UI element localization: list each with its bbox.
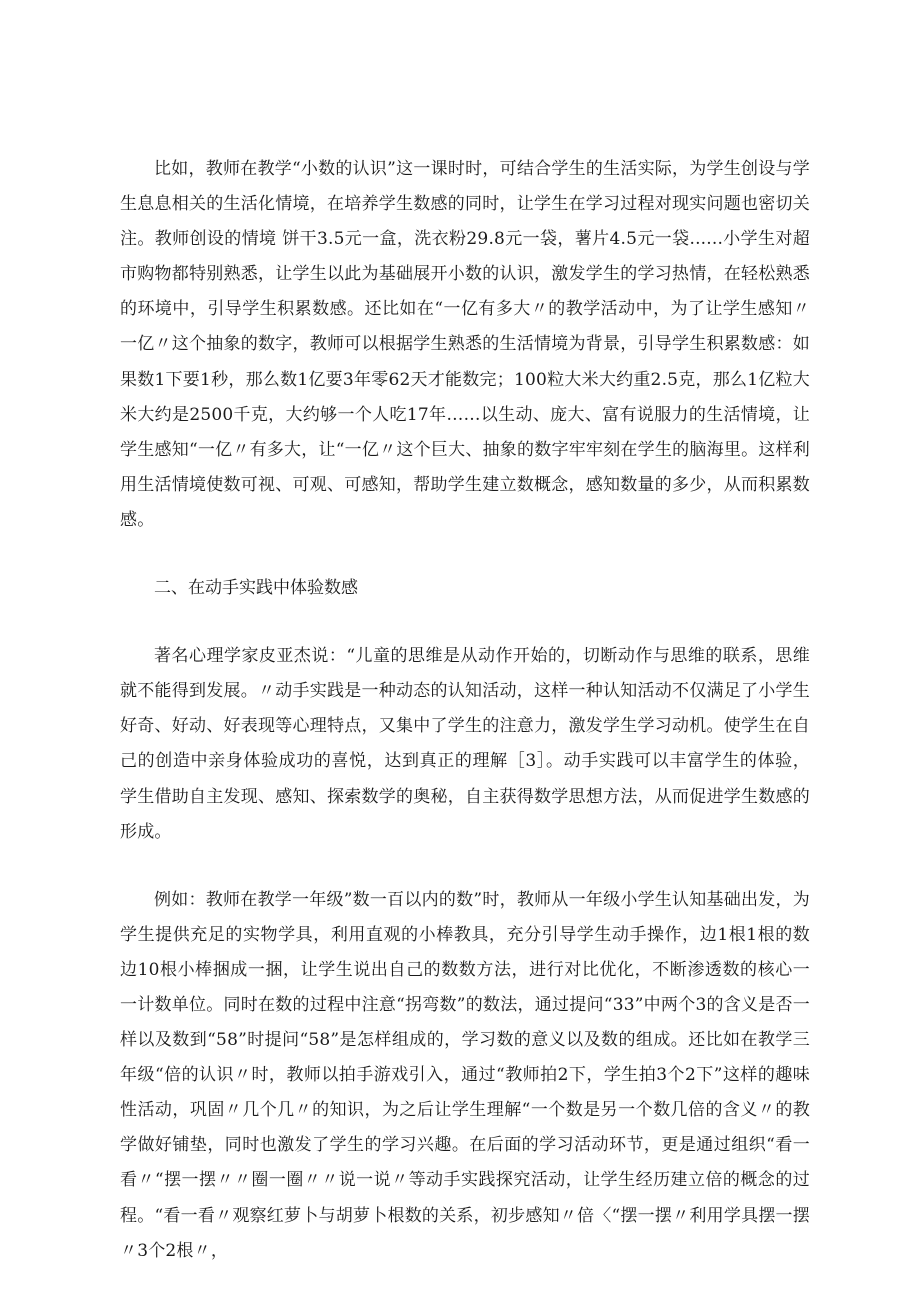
paragraph-decimals-and-hundred-million: 比如，教师在教学“小数的认识”这一课时时，可结合学生的生活实际，为学生创设与学生息息相关的生活化情境，在培养学生数感的同时，让学生在学习过程对现实问题也密切关注。教师创设的情境 饼干3.5元一盒，洗衣粉29.8元一袋，薯片4.5元一袋......小学生对超市购物都特别熟悉，让学生以此为基础展开小数的认识，激发学生的学习热情，在轻松熟悉的环境中，引导学生积累数感。还比如在“一亿有多大〃的教学活动中，为了让学生感知〃一亿〃这个抽象的数字，教师可以根据学生熟悉的生活情境为背景，引导学生积累数感：如果数1下要1秒，那么数1亿要3年零62天才能数完；100粒大米大约重2.5克，那么1亿粒大米大约是2500千克，大约够一个人吃17年……以生动、庞大、富有说服力的生活情境，让学生感知“一亿〃有多大，让“一亿〃这个巨大、抽象的数字牢牢刻在学生的脑海里。这样利用生活情境使数可视、可观、可感知，帮助学生建立数概念，感知数量的多少，从而积累数感。: [120, 159, 810, 530]
section-heading-hands-on-practice: 二、在动手实践中体验数感: [154, 578, 358, 599]
paragraph-counting-examples: 例如：教师在教学一年级”数一百以内的数”时，教师从一年级小学生认知基础出发，为学生提供充足的实物学具，利用直观的小棒教具，充分引导学生动手操作，边1根1根的数边10根小棒捆成一捆，让学生说出自己的数数方法，进行对比优化，不断渗透数的核心一一计数单位。同时在数的过程中注意“拐弯数”的数法，通过提问“33”中两个3的含义是否一样以及数到“58”时提问“58”是怎样组成的，学习数的意义以及数的组成。还比如在教学三年级“倍的认识〃时，教师以拍手游戏引入，通过“教师拍2下，学生拍3个2下”这样的趣味性活动，巩固〃几个几〃的知识，为之后让学生理解“一个数是另一个数几倍的含义〃的教学做好铺垫，同时也激发了学生的学习兴趣。在后面的学习活动环节，更是通过组织“看一看〃“摆一摆〃〃圈一圈〃〃说一说〃等动手实践探究活动，让学生经历建立倍的概念的过程。“看一看〃观察红萝卜与胡萝卜根数的关系，初步感知〃倍〈“摆一摆〃利用学具摆一摆〃3个2根〃，: [120, 889, 810, 1261]
document-body: [120, 152, 810, 1269]
paragraph-spacer: [120, 606, 810, 639]
paragraph-spacer: [120, 538, 810, 571]
paragraph-piaget-quote: 著名心理学家皮亚杰说：“儿童的思维是从动作开始的，切断动作与思维的联系，思维就不能得到发展。〃动手实践是一种动态的认知活动，这样一种认知活动不仅满足了小学生好奇、好动、好表现等心理特点，又集中了学生的注意力，激发学生学习动机。使学生在自己的创造中亲身体验成功的喜悦，达到真正的理解［3］。动手实践可以丰富学生的体验，学生借助自主发现、感知、探索数学的奥秘，自主获得数学思想方法，从而促进学生数感的形成。: [120, 646, 810, 842]
paragraph-spacer: [120, 850, 810, 883]
